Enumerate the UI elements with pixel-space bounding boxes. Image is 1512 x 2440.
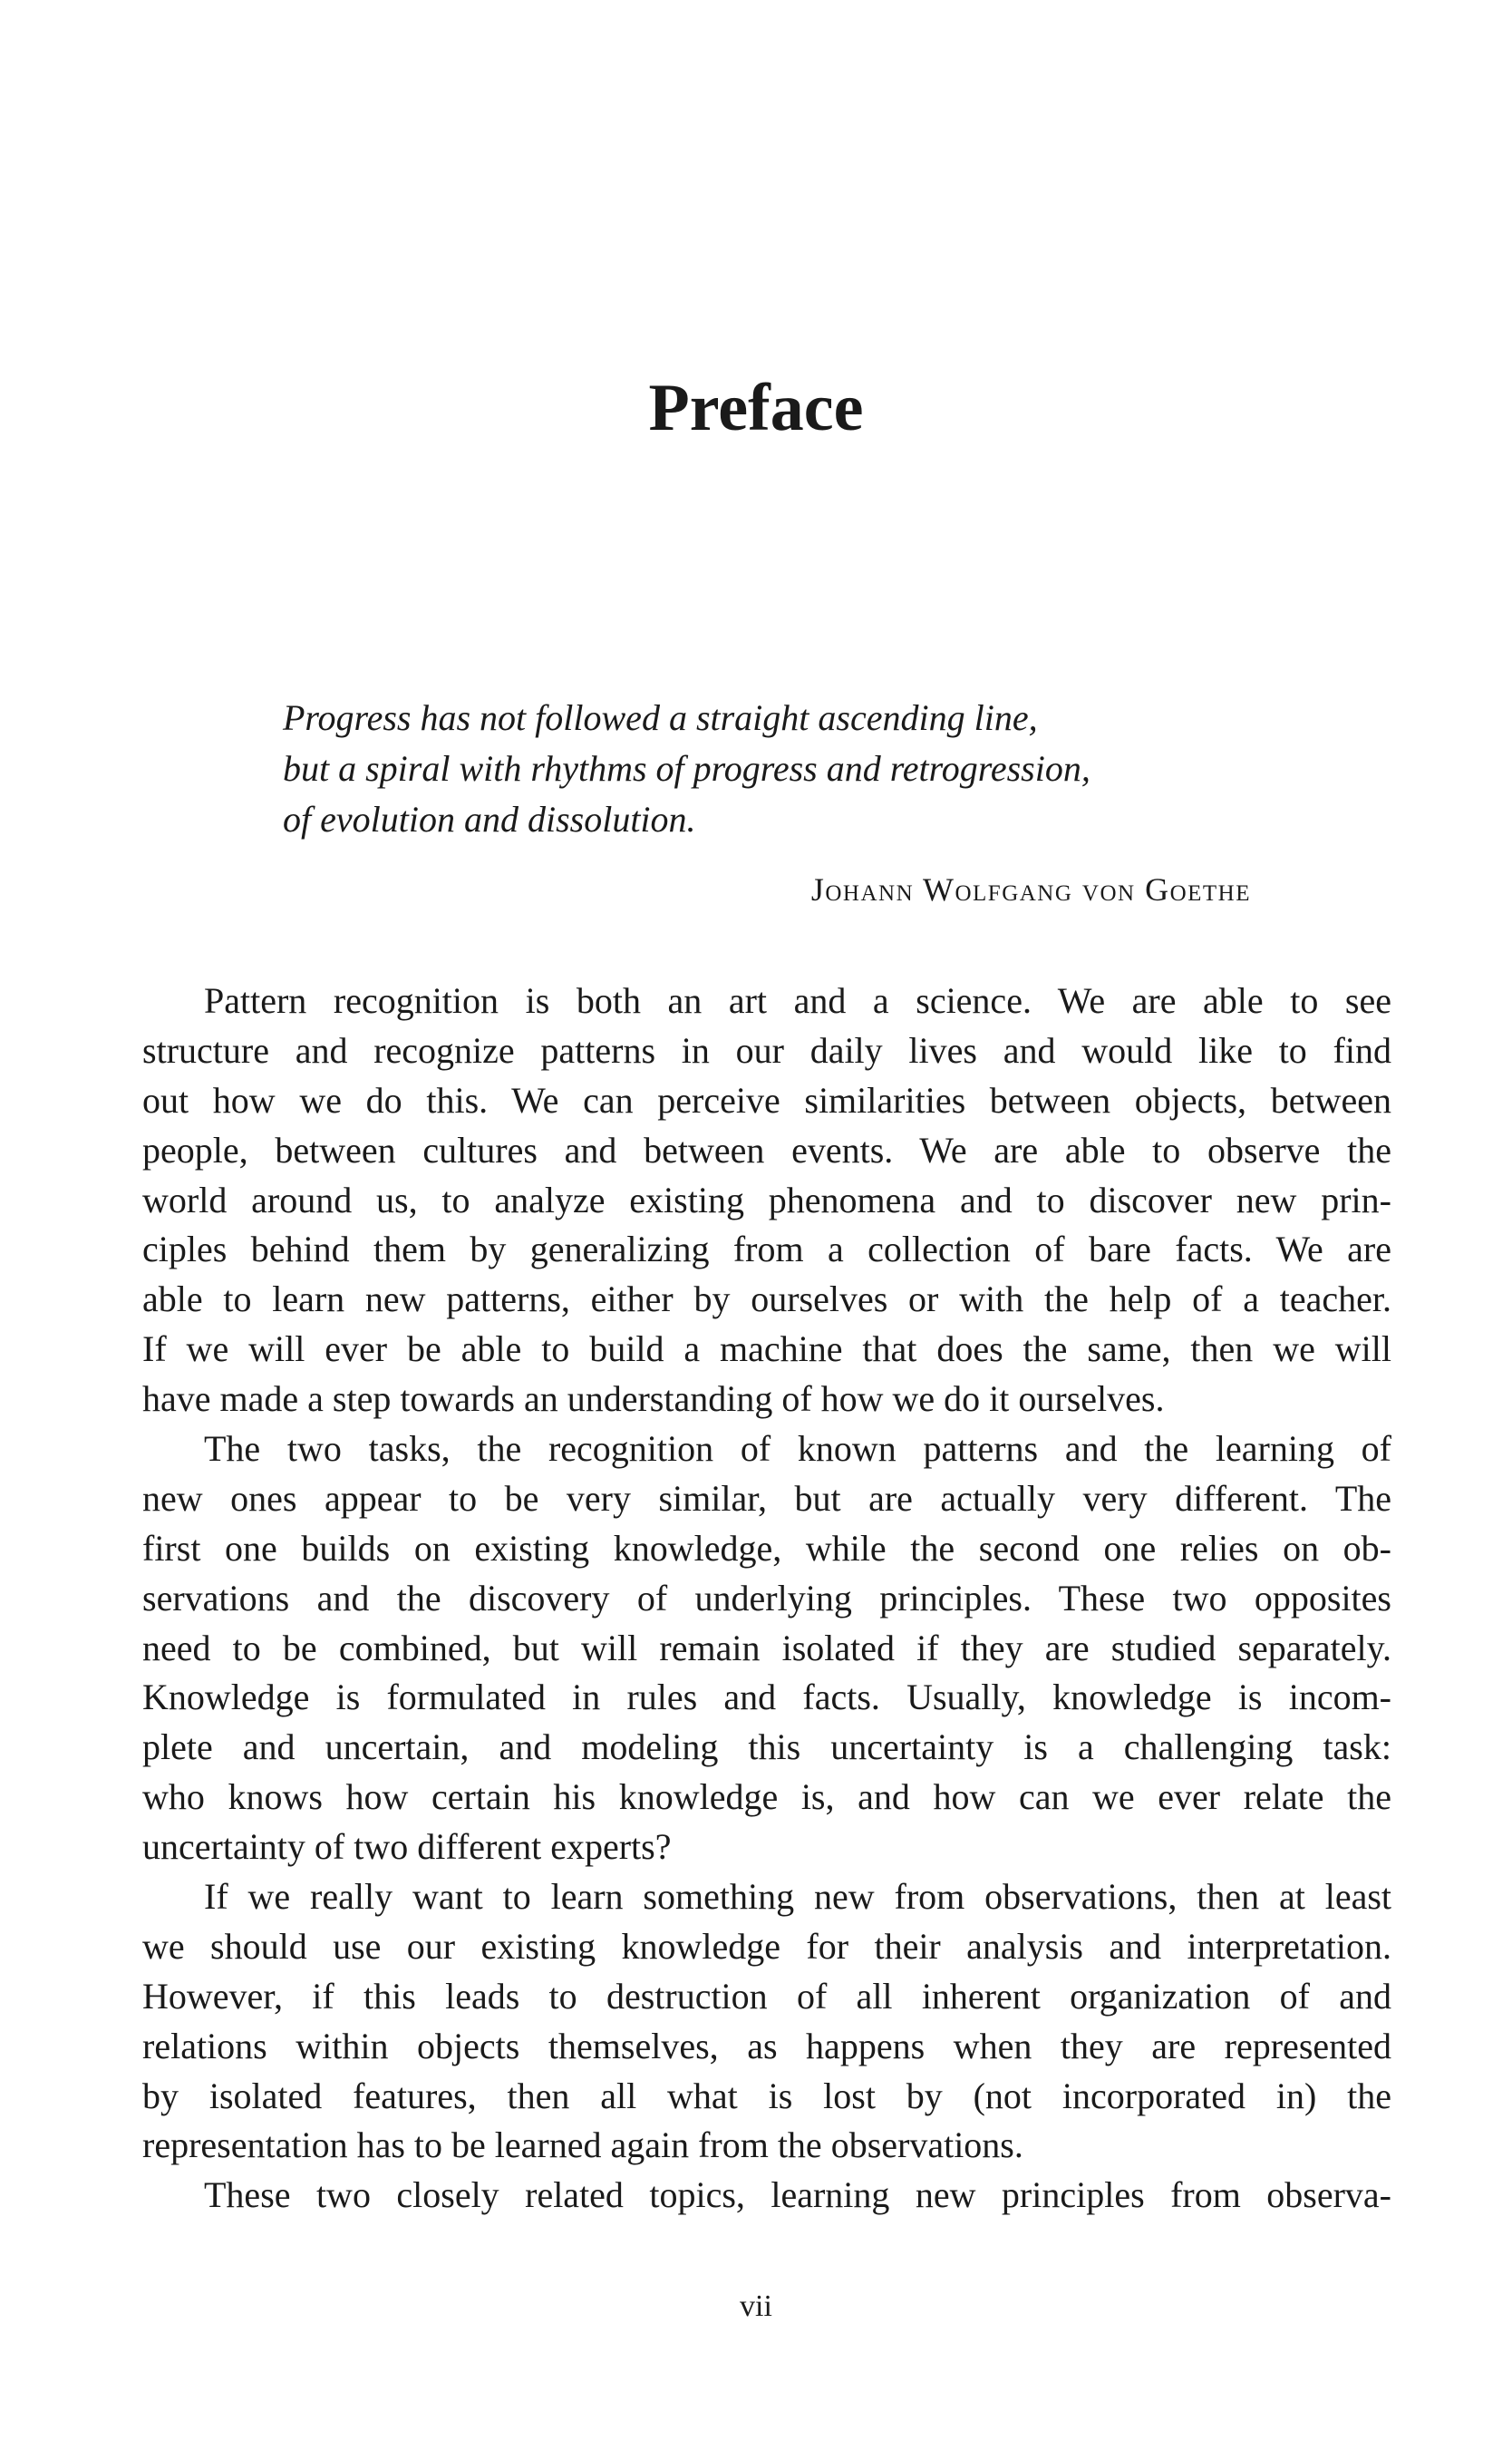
paragraph-line: If we really want to learn something new from observations, then at least (204, 1876, 1391, 1918)
preface-body (142, 977, 1391, 2221)
paragraph-line: who knows how certain his knowledge is, and how can we ever relate the (142, 1776, 1391, 1818)
paragraph-line: Knowledge is formulated in rules and facts. Usually, knowledge is incom- (142, 1677, 1391, 1718)
epigraph-line: but a spiral with rhythms of progress and retrogression, (283, 748, 1090, 789)
paragraph-line: If we will ever be able to build a machine that does the same, then we will (142, 1328, 1391, 1370)
page-number: vii (740, 2289, 772, 2323)
paragraph-line: Pattern recognition is both an art and a science. We are able to see (204, 980, 1391, 1021)
paragraph-line: have made a step towards an understanding of how we do it ourselves. (142, 1378, 1165, 1420)
epigraph-line: Progress has not followed a straight ascending line, (283, 697, 1038, 738)
paragraph-line: These two closely related topics, learning new principles from observa- (204, 2174, 1391, 2216)
paragraph-line: out how we do this. We can perceive similarities between objects, between (142, 1079, 1391, 1121)
paragraph-line: relations within objects themselves, as happens when they are represented (142, 2025, 1391, 2066)
paragraph-line: uncertainty of two different experts? (142, 1826, 672, 1868)
paragraph-line: by isolated features, then all what is lost by (not incorporated in) the (142, 2075, 1391, 2116)
paragraph-line: world around us, to analyze existing phenomena and to discover new prin- (142, 1179, 1391, 1220)
paragraph-line: plete and uncertain, and modeling this uncertainty is a challenging task: (142, 1726, 1391, 1768)
epigraph-attribution: Johann Wolfgang von Goethe (810, 871, 1251, 908)
paragraph-line: we should use our existing knowledge for their analysis and interpretation. (142, 1925, 1391, 1967)
paragraph-line: However, if this leads to destruction of all inherent organization of and (142, 1975, 1391, 2017)
paragraph-line: representation has to be learned again from the observations. (142, 2124, 1023, 2166)
page-title: Preface (648, 371, 864, 445)
paragraph-line: first one builds on existing knowledge, while the second one relies on ob- (142, 1527, 1391, 1569)
paragraph-line: structure and recognize patterns in our daily lives and would like to find (142, 1029, 1391, 1071)
paragraph-line: servations and the discovery of underlying principles. These two opposites (142, 1577, 1391, 1619)
epigraph-line: of evolution and dissolution. (283, 799, 696, 840)
paragraph-line: ciples behind them by generalizing from a collection of bare facts. We are (142, 1229, 1391, 1270)
paragraph-line: new ones appear to be very similar, but are actually very different. The (142, 1477, 1391, 1519)
paragraph-line: need to be combined, but will remain isolated if they are studied separately. (142, 1627, 1391, 1668)
paragraph-line: people, between cultures and between events. We are able to observe the (142, 1129, 1391, 1171)
epigraph (283, 693, 1280, 845)
paragraph-line: The two tasks, the recognition of known patterns and the learning of (204, 1428, 1391, 1470)
paragraph-line: able to learn new patterns, either by ourselves or with the help of a teacher. (142, 1278, 1391, 1320)
